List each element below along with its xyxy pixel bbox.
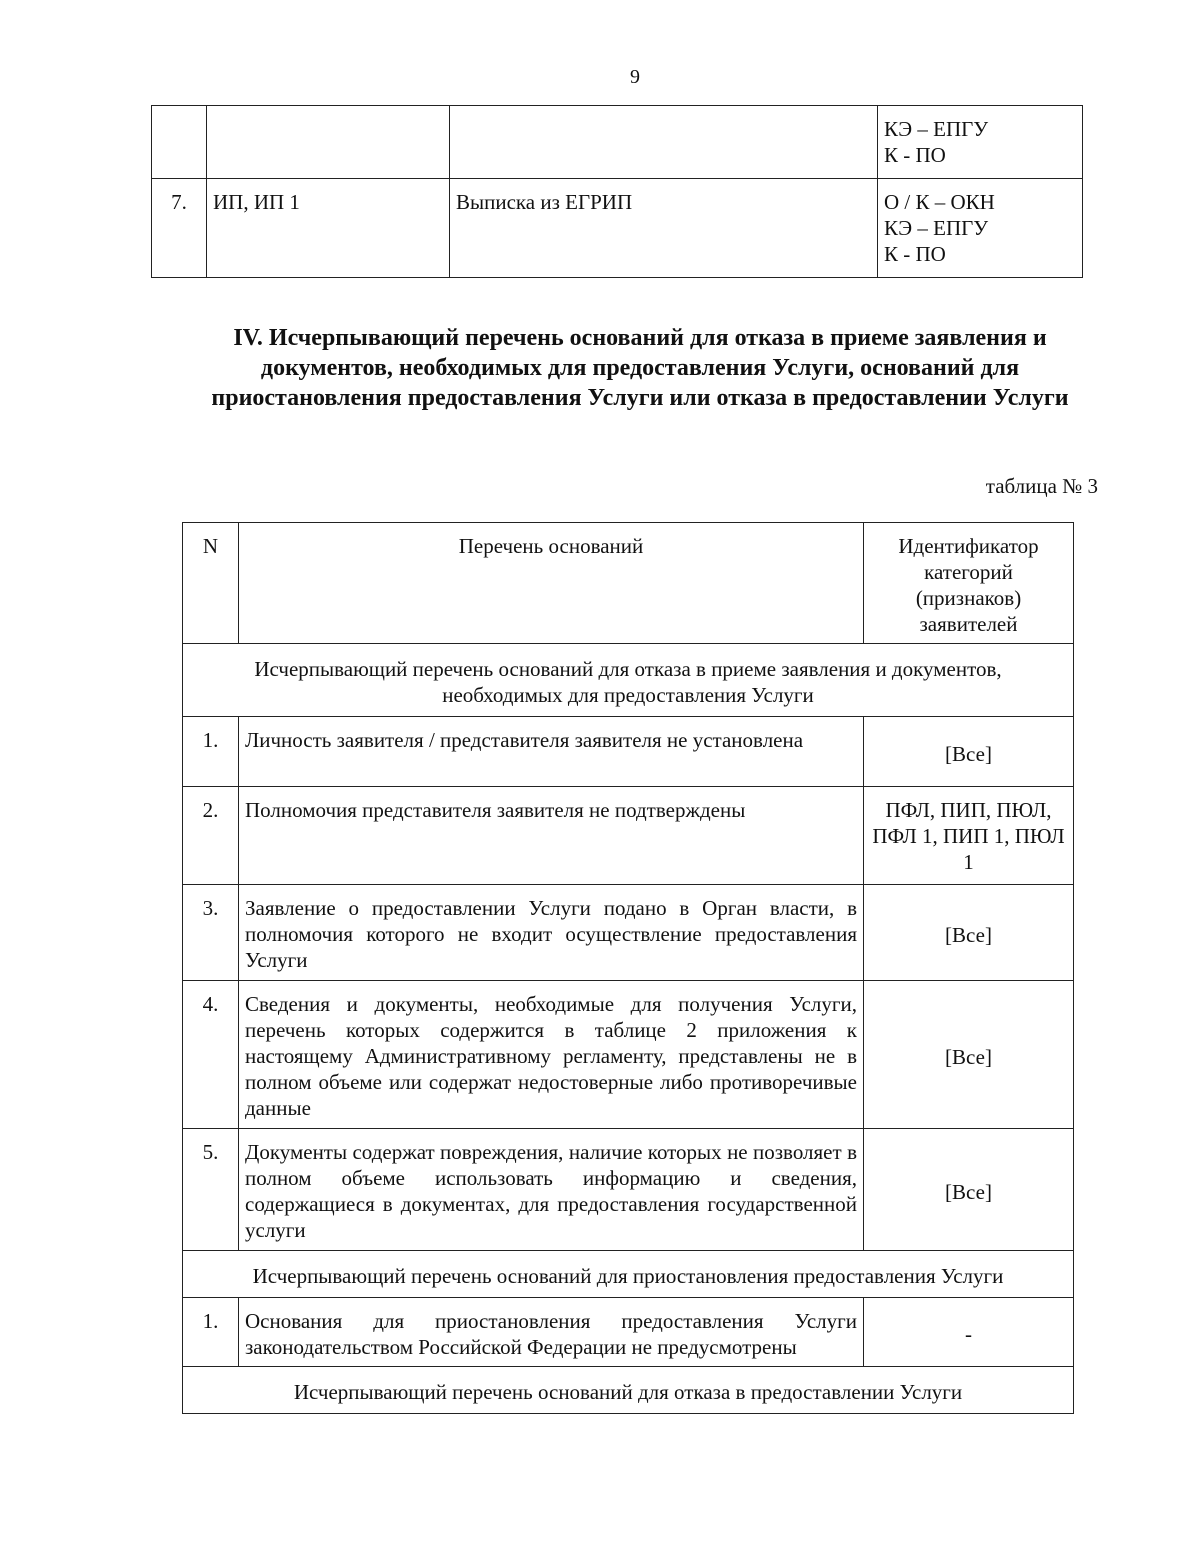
table-row xyxy=(183,1129,1074,1251)
row-text: Документы содержат повреждения, наличие которых не позволяет в полном объеме использовать информацию и сведения, содержащиеся в документах, для предоставления государственной услуги xyxy=(239,1129,864,1251)
row-category xyxy=(207,106,450,179)
row-identifier: [Все] xyxy=(864,981,1074,1129)
row-number xyxy=(152,106,207,179)
row-document xyxy=(450,106,878,179)
row-number: 5. xyxy=(183,1129,239,1251)
form-line: КЭ – ЕПГУ xyxy=(884,117,989,141)
row-text: Основания для приостановления предоставления Услуги законодательством Российской Федерации не предусмотрены xyxy=(239,1298,864,1367)
form-line: КЭ – ЕПГУ xyxy=(884,216,989,240)
table-row xyxy=(152,179,1083,278)
row-identifier: [Все] xyxy=(864,1129,1074,1251)
row-text: Личность заявителя / представителя заявителя не установлена xyxy=(239,717,864,787)
form-line: О / К – ОКН xyxy=(884,190,995,214)
table-label: таблица № 3 xyxy=(985,474,1098,498)
row-number: 7. xyxy=(152,179,207,278)
row-number: 4. xyxy=(183,981,239,1129)
table-row xyxy=(183,787,1074,885)
row-identifier: ПФЛ, ПИП, ПЮЛ, ПФЛ 1, ПИП 1, ПЮЛ 1 xyxy=(864,787,1074,885)
form-line: К - ПО xyxy=(884,242,946,266)
row-text: Полномочия представителя заявителя не подтверждены xyxy=(239,787,864,885)
row-text: Сведения и документы, необходимые для получения Услуги, перечень которых содержится в таблице 2 приложения к настоящему Административному регламенту, представлены не в полном объеме или содержат недостоверные либо противоречивые данные xyxy=(239,981,864,1129)
section-title: Исчерпывающий перечень оснований для отказа в предоставлении Услуги xyxy=(183,1367,1074,1414)
row-category: ИП, ИП 1 xyxy=(207,179,450,278)
row-number: 1. xyxy=(183,717,239,787)
page-number: 9 xyxy=(630,66,640,88)
row-identifier: [Все] xyxy=(864,717,1074,787)
row-number: 2. xyxy=(183,787,239,885)
section-row xyxy=(183,644,1074,717)
table-row xyxy=(183,717,1074,787)
refusal-grounds-table xyxy=(182,522,1074,1414)
documents-table-continuation xyxy=(151,105,1083,278)
row-number: 1. xyxy=(183,1298,239,1367)
section-row xyxy=(183,1367,1074,1414)
table-row xyxy=(183,1298,1074,1367)
row-identifier: [Все] xyxy=(864,885,1074,981)
row-identifier: - xyxy=(864,1298,1074,1367)
header-identifier: Идентификатор категорий (признаков) заявителей xyxy=(864,523,1074,644)
table-row xyxy=(152,106,1083,179)
header-grounds: Перечень оснований xyxy=(239,523,864,644)
section-title: Исчерпывающий перечень оснований для приостановления предоставления Услуги xyxy=(183,1251,1074,1298)
form-line: К - ПО xyxy=(884,143,946,167)
row-text: Заявление о предоставлении Услуги подано в Орган власти, в полномочия которого не входит осуществление предоставления Услуги xyxy=(239,885,864,981)
table-row xyxy=(183,885,1074,981)
row-document: Выписка из ЕГРИП xyxy=(450,179,878,278)
section-row xyxy=(183,1251,1074,1298)
row-form xyxy=(878,106,1083,179)
table-row xyxy=(183,981,1074,1129)
row-form xyxy=(878,179,1083,278)
section-title: Исчерпывающий перечень оснований для отказа в приеме заявления и документов, необходимых для предоставления Услуги xyxy=(183,644,1074,717)
table-header-row xyxy=(183,523,1074,644)
section-heading: IV. Исчерпывающий перечень оснований для отказа в приеме заявления и документов, необходимых для предоставления Услуги, оснований для приостановления предоставления Услуги или отказа в предоставлении Услуги xyxy=(211,325,1069,411)
row-number: 3. xyxy=(183,885,239,981)
header-number: N xyxy=(183,523,239,644)
